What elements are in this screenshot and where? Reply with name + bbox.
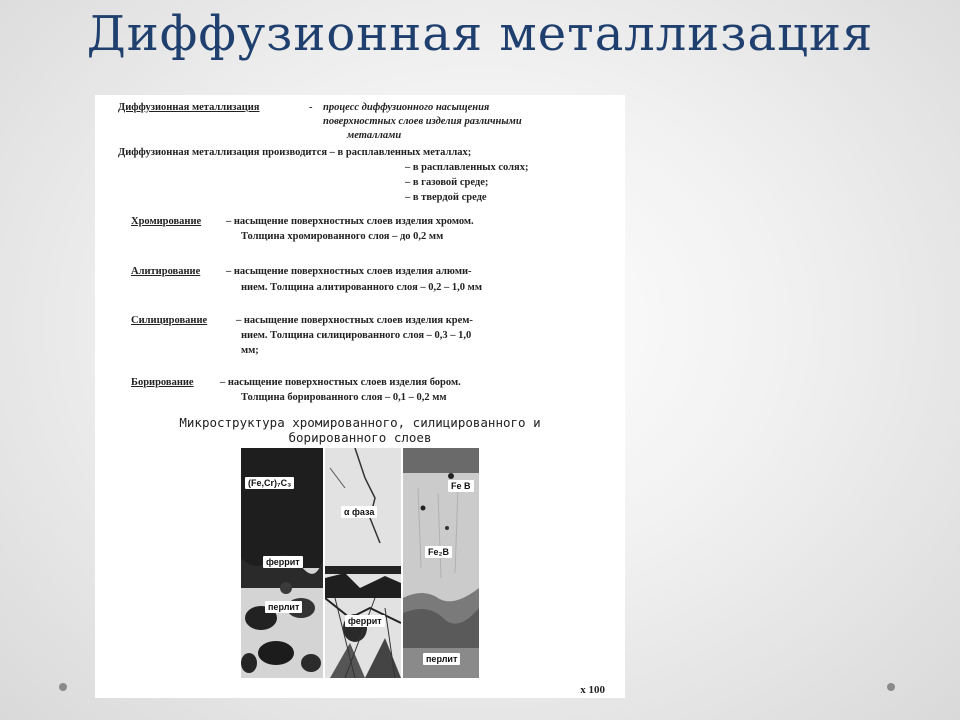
- magnification: x 100: [580, 684, 605, 696]
- definition-line-1: процесс диффузионного насыщения: [323, 102, 490, 113]
- label-carbide: (Fe,Cr)₇C₃: [245, 477, 294, 489]
- definition-line-3: металлами: [347, 130, 402, 141]
- siliconizing-line-2: нием. Толщина силицированного слоя – 0,3 – 1,0: [241, 330, 472, 341]
- micro-caption-line-2: борированного слоев: [288, 430, 432, 445]
- label-fe2b: Fe₂B: [425, 546, 452, 558]
- siliconizing-line-3: мм;: [241, 345, 259, 356]
- boriding-term: Борирование: [131, 377, 194, 388]
- label-feb: Fe B: [448, 480, 474, 492]
- aluminizing-term: Алитирование: [131, 266, 201, 277]
- scanned-document: [95, 95, 625, 698]
- media-item-2: – в газовой среде;: [405, 177, 489, 188]
- slide-dot-right: [887, 683, 895, 691]
- siliconized-texture: [325, 448, 401, 678]
- chromizing-line-1: – насыщение поверхностных слоев изделия хромом.: [226, 216, 474, 227]
- chromizing-term: Хромирование: [131, 216, 202, 227]
- chromizing-line-2: Толщина хромированного слоя – до 0,2 мм: [241, 231, 444, 242]
- siliconizing-term: Силицирование: [131, 315, 208, 326]
- micro-caption-line-1: Микроструктура хромированного, силицированного и: [179, 415, 541, 430]
- label-alpha-phase: α фаза: [341, 506, 377, 518]
- label-pearlite-2: перлит: [423, 653, 460, 665]
- slide-dot-left: [59, 683, 67, 691]
- definition-term: Диффузионная металлизация: [118, 102, 260, 113]
- label-pearlite-1: перлит: [265, 601, 302, 613]
- media-item-3: – в твердой среде: [405, 192, 487, 203]
- micro-panel-siliconized: [325, 448, 401, 678]
- label-ferrite-2: феррит: [345, 615, 385, 627]
- label-ferrite-1: феррит: [263, 556, 303, 568]
- boriding-line-2: Толщина борированного слоя – 0,1 – 0,2 мм: [241, 392, 447, 403]
- siliconizing-line-1: – насыщение поверхностных слоев изделия крем-: [236, 315, 473, 326]
- aluminizing-line-1: – насыщение поверхностных слоев изделия алюми-: [226, 266, 472, 277]
- aluminizing-line-2: нием. Толщина алитированного слоя – 0,2 – 1,0 мм: [241, 282, 482, 293]
- media-intro: Диффузионная металлизация производится – в расплавленных металлах;: [118, 147, 472, 158]
- definition-line-2: поверхностных слоев изделия различными: [323, 116, 522, 127]
- boriding-line-1: – насыщение поверхностных слоев изделия бором.: [220, 377, 461, 388]
- media-item-1: – в расплавленных солях;: [405, 162, 529, 173]
- definition-dash: -: [309, 102, 313, 113]
- slide-title: Диффузионная металлизация: [86, 6, 874, 62]
